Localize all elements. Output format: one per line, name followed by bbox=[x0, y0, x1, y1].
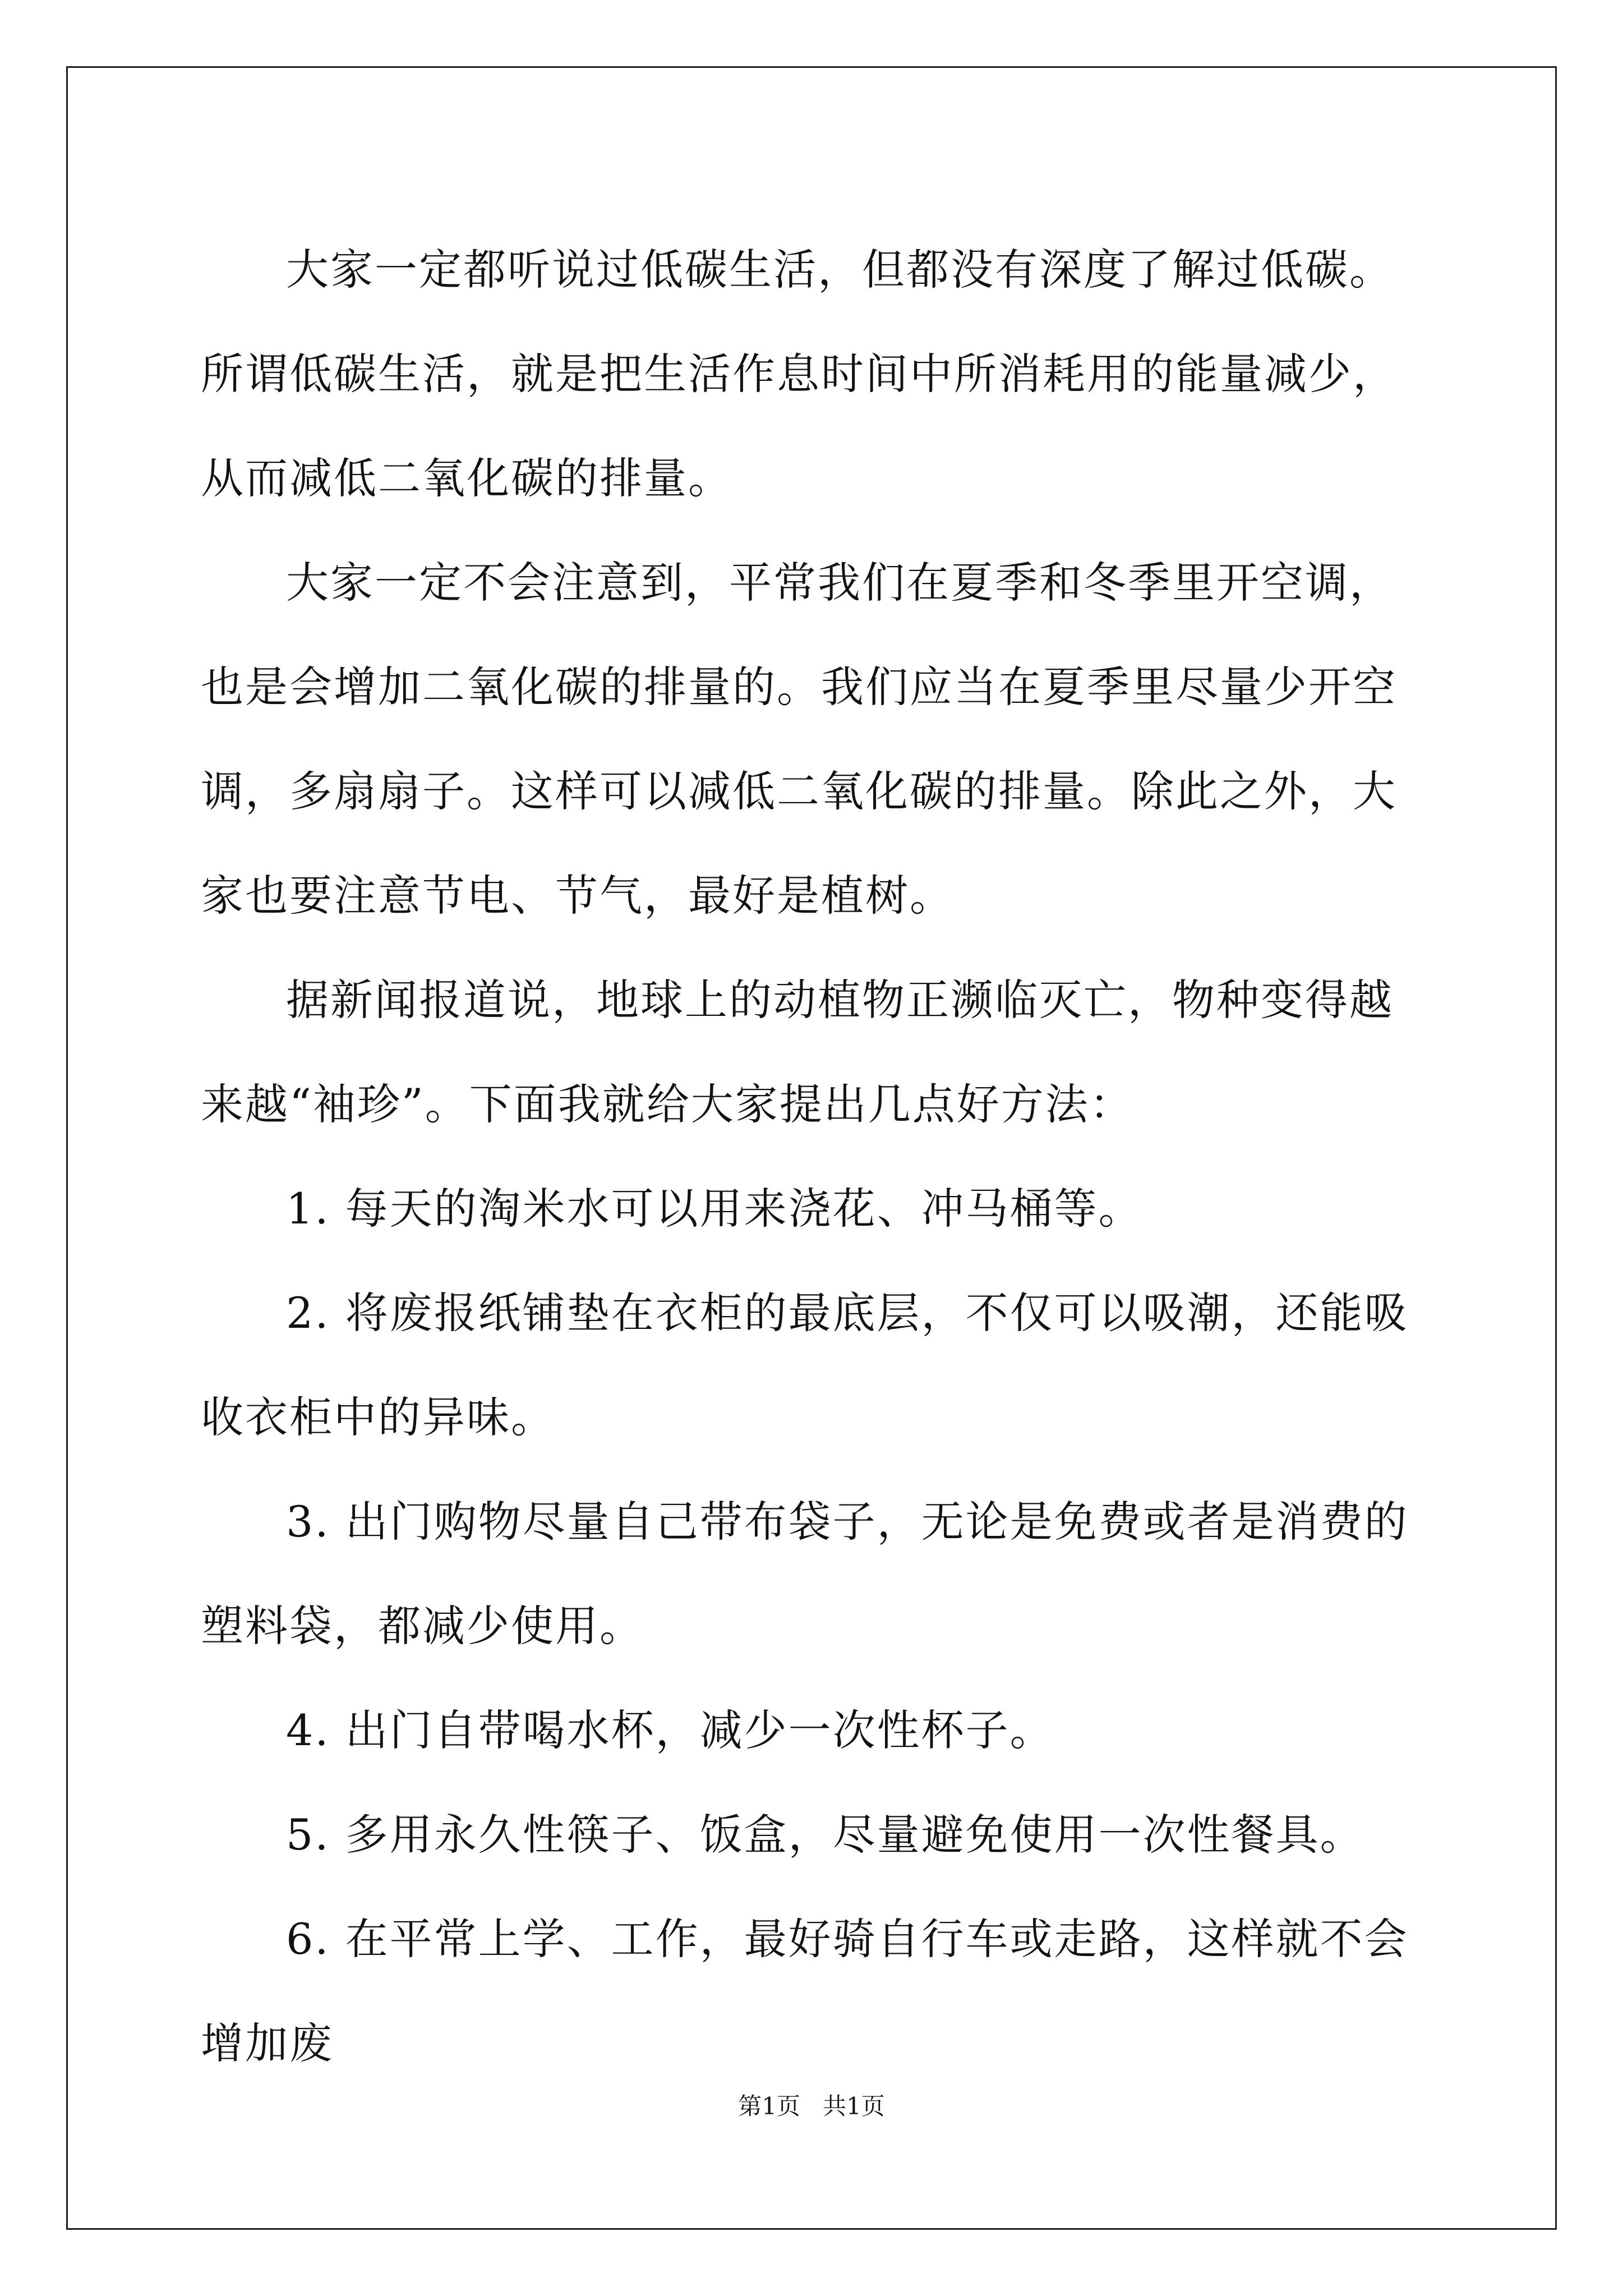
paragraph-intro: 大家一定都听说过低碳生活，但都没有深度了解过低碳。所谓低碳生活，就是把生活作息时间中所消耗用的能量减少，从而减低二氧化碳的排量。 bbox=[201, 245, 1397, 503]
list-item-1: 1. 每天的淘米水可以用来浇花、冲马桶等。 bbox=[286, 1184, 1143, 1234]
page-number-footer: 第1页 共1页 bbox=[738, 2092, 885, 2120]
list-item-2: 2. 将废报纸铺垫在衣柜的最底层，不仅可以吸潮，还能吸收衣柜中的异味。 bbox=[201, 1288, 1409, 1442]
list-item-3: 3. 出门购物尽量自己带布袋子，无论是免费或者是消费的塑料袋，都减少使用。 bbox=[201, 1497, 1409, 1651]
paragraph-news: 据新闻报道说，地球上的动植物正濒临灭亡，物种变得越来越“袖珍”。下面我就给大家提出几点好方法： bbox=[201, 975, 1394, 1129]
list-item-4: 4. 出门自带喝水杯，减少一次性杯子。 bbox=[286, 1705, 1054, 1755]
document-body bbox=[201, 218, 1435, 2096]
list-item-5: 5. 多用永久性筷子、饭盒，尽量避免使用一次性餐具。 bbox=[286, 1810, 1364, 1860]
list-item-6: 6. 在平常上学、工作，最好骑自行车或走路，这样就不会增加废 bbox=[201, 1914, 1409, 2068]
paragraph-air-conditioning: 大家一定不会注意到，平常我们在夏季和冬季里开空调，也是会增加二氧化碳的排量的。我们应当在夏季里尽量少开空调，多扇扇子。这样可以减低二氧化碳的排量。除此之外，大家也要注意节电、节气，最好是植树。 bbox=[201, 558, 1397, 921]
